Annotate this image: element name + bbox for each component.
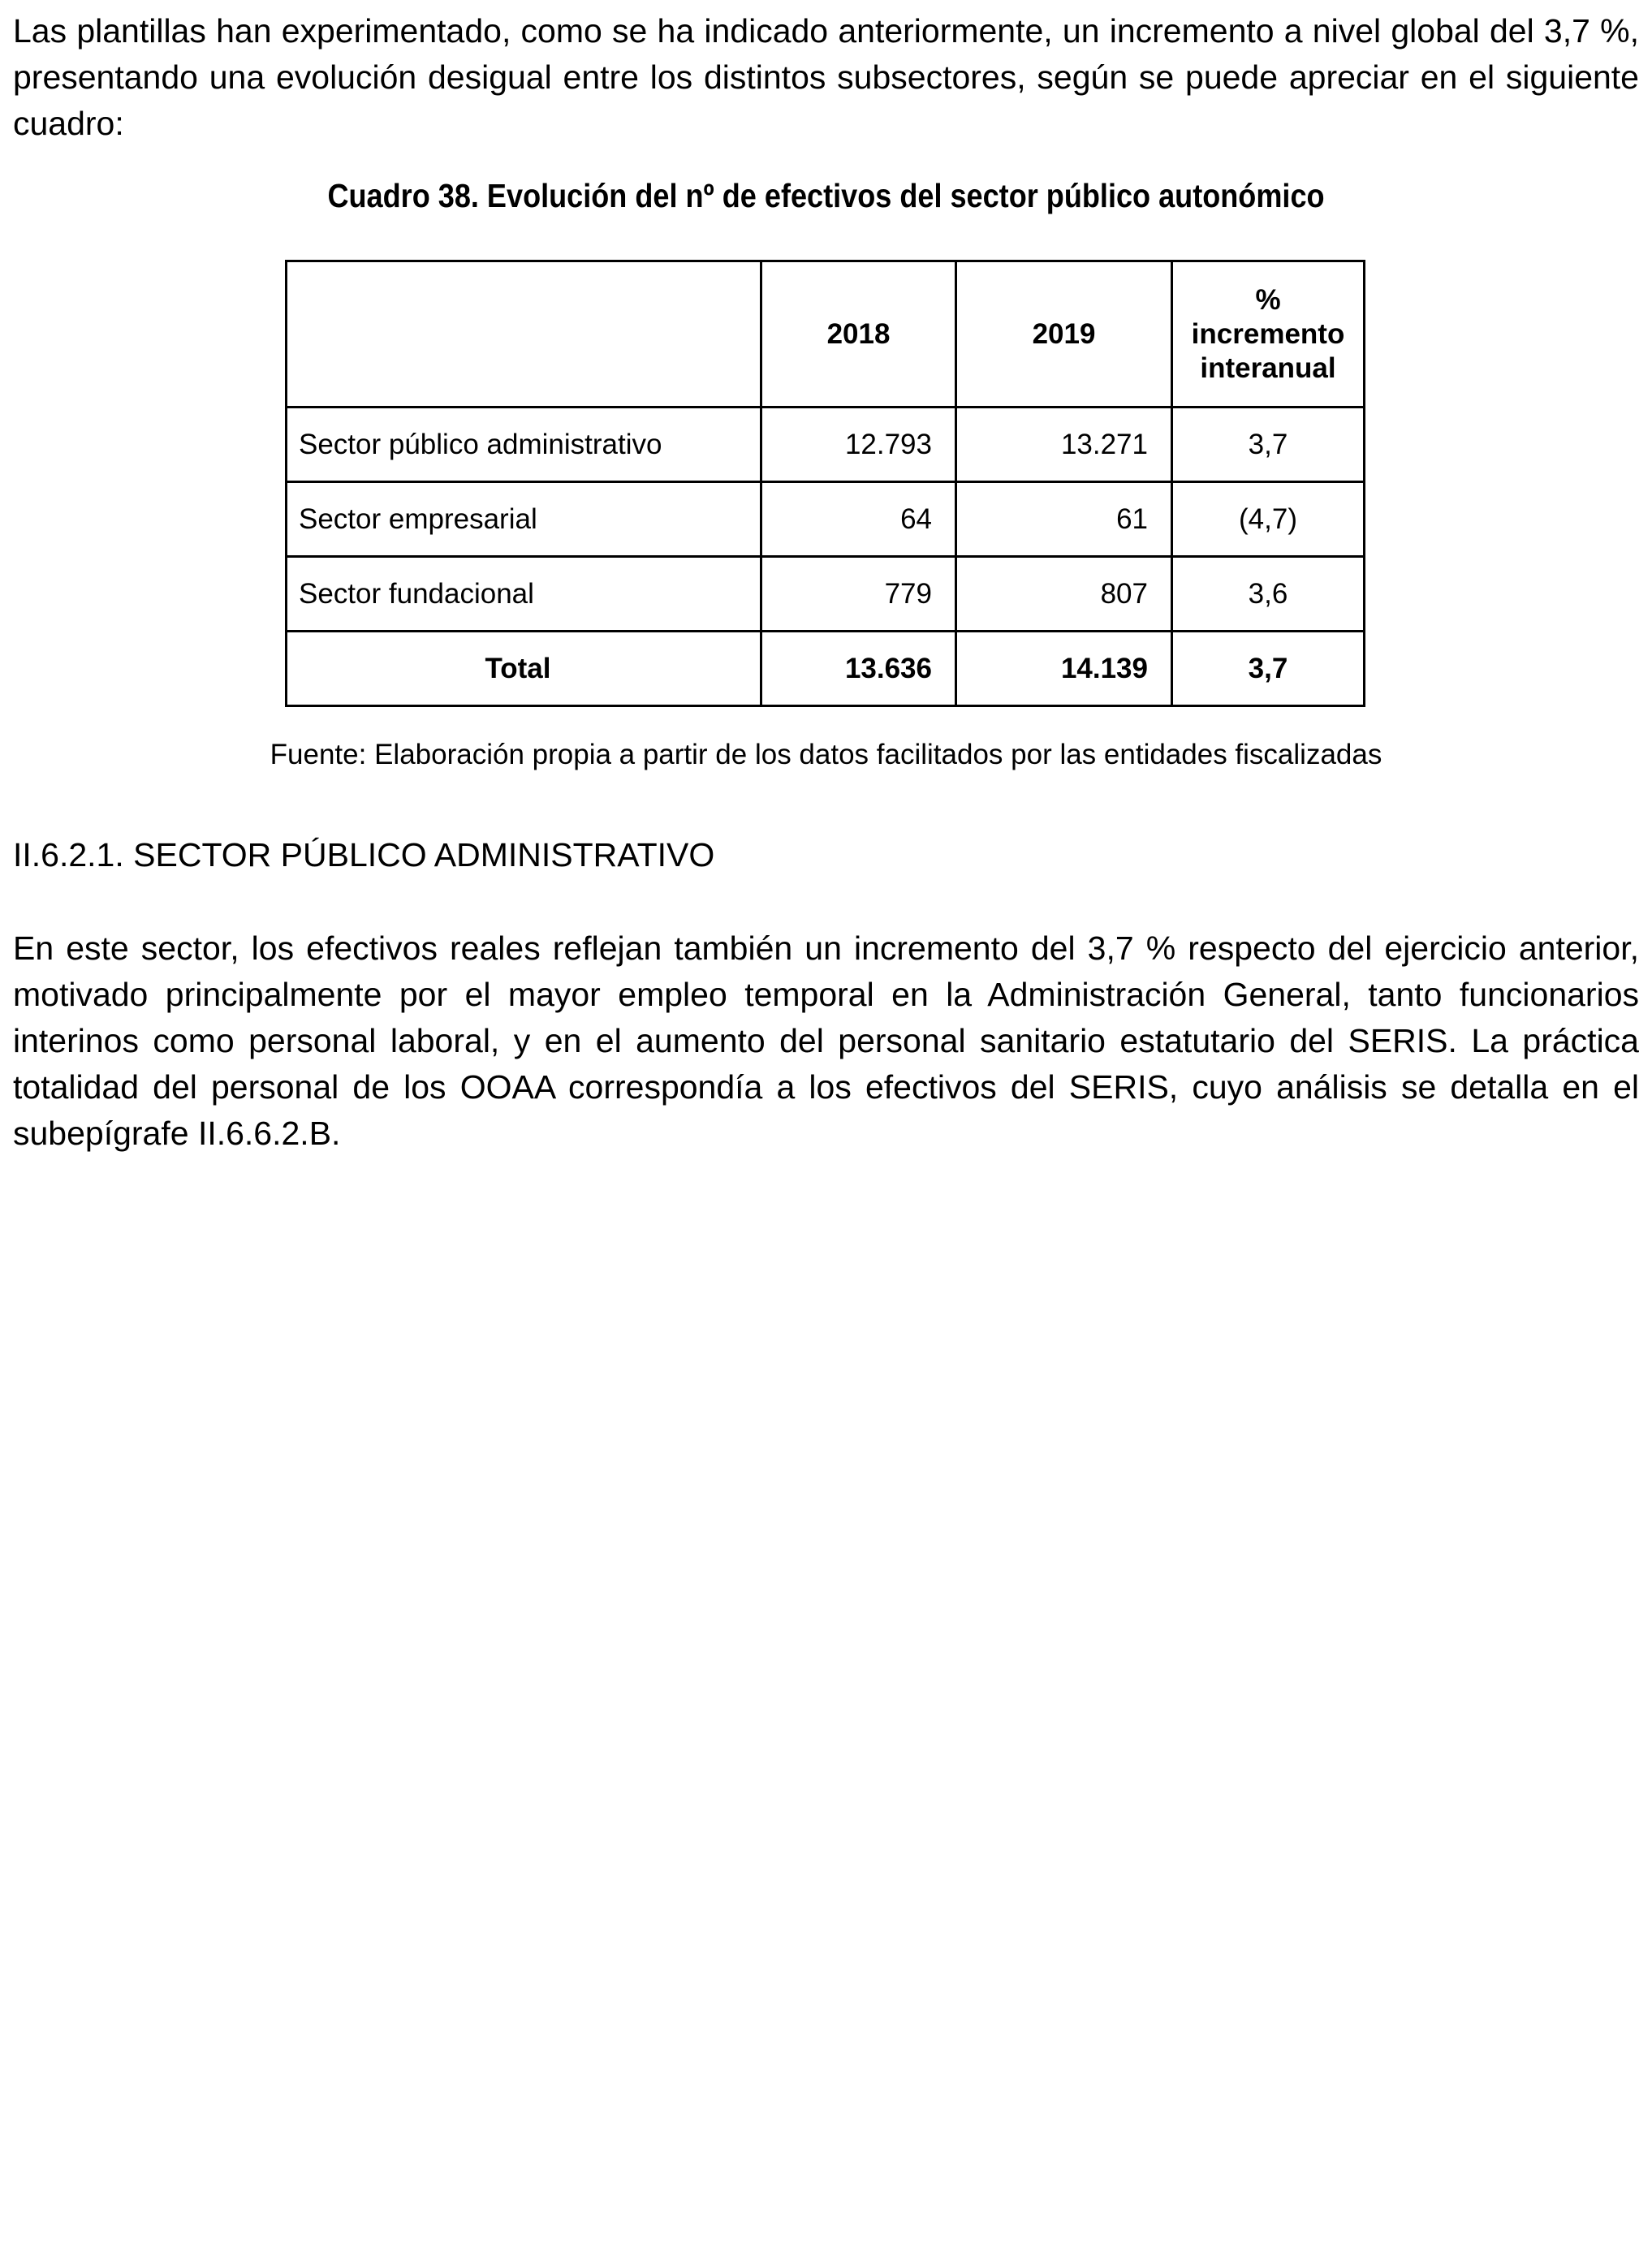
value-increment: 3,6 — [1172, 557, 1365, 632]
row-label: Sector fundacional — [287, 557, 761, 632]
total-label: Total — [287, 632, 761, 706]
value-2018: 779 — [761, 557, 956, 632]
total-2019: 14.139 — [956, 632, 1172, 706]
table-row — [287, 482, 1365, 557]
row-label: Sector empresarial — [287, 482, 761, 557]
value-2018: 64 — [761, 482, 956, 557]
value-increment: 3,7 — [1172, 408, 1365, 482]
total-increment: 3,7 — [1172, 632, 1365, 706]
value-2019: 61 — [956, 482, 1172, 557]
intro-paragraph: Las plantillas han experimentado, como se ha indicado anteriormente, un incremento a nivel global del 3,7 %, presentando una evolución desigual entre los distintos subsectores, según se puede apreciar en el siguiente cuadro: — [13, 12, 1639, 142]
value-2018: 12.793 — [761, 408, 956, 482]
total-2018: 13.636 — [761, 632, 956, 706]
staff-table — [285, 260, 1365, 707]
value-2019: 13.271 — [956, 408, 1172, 482]
header-cell-empty — [287, 261, 761, 408]
table-total-row — [287, 632, 1365, 706]
table-caption: Cuadro 38. Evolución del nº de efectivos del sector público autonómico — [327, 177, 1325, 214]
row-label: Sector público administrativo — [287, 408, 761, 482]
header-cell-increment: % incremento interanual — [1172, 261, 1365, 408]
value-increment: (4,7) — [1172, 482, 1365, 557]
body-paragraph: En este sector, los efectivos reales reflejan también un incremento del 3,7 % respecto del ejercicio anterior, motivado principalmente por el mayor empleo temporal en la Administración General, tanto funcionarios interinos como personal laboral, y en el aumento del personal sanitario estatutario del SERIS. La práctica totalidad del personal de los OOAA correspondía a los efectivos del SERIS, cuyo análisis se detalla en el subepígrafe II.6.6.2.B. — [13, 929, 1639, 1152]
header-cell-2018: 2018 — [761, 261, 956, 408]
value-2019: 807 — [956, 557, 1172, 632]
table-row — [287, 408, 1365, 482]
table-row — [287, 557, 1365, 632]
table-header-row — [287, 261, 1365, 408]
section-heading: II.6.2.1. SECTOR PÚBLICO ADMINISTRATIVO — [13, 836, 715, 873]
header-cell-2019: 2019 — [956, 261, 1172, 408]
table-source-note: Fuente: Elaboración propia a partir de los datos facilitados por las entidades fiscalizadas — [270, 739, 1382, 770]
